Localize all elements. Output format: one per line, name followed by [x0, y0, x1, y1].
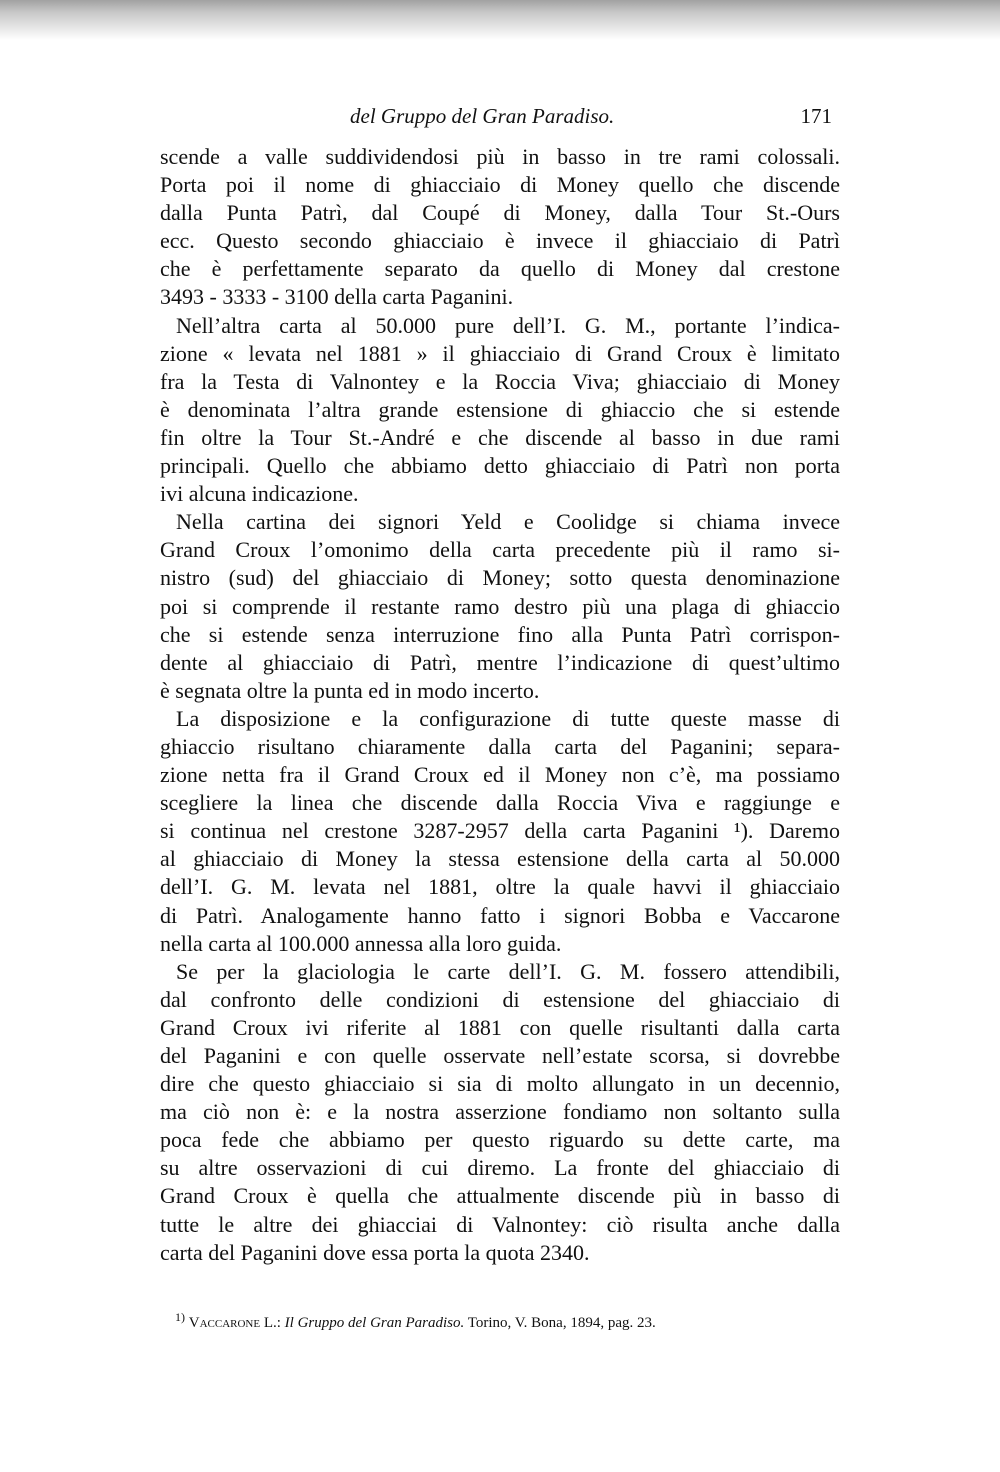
- paragraph: [160, 508, 840, 705]
- paragraph: [160, 958, 840, 1267]
- paragraph: [160, 705, 840, 958]
- text-line: è segnata oltre la punta ed in modo incerto.: [160, 677, 540, 703]
- text-line: principali. Quello che abbiamo detto ghiacciaio di Patrì non porta: [160, 453, 840, 479]
- text-line: fin oltre la Tour St.-André e che discende al basso in due rami: [160, 424, 840, 450]
- text-line: dire che questo ghiacciaio si sia di molto allungato in un decennio,: [160, 1071, 840, 1097]
- text-line: Grand Croux ivi riferite al 1881 con quelle risultanti dalla carta: [160, 1014, 840, 1040]
- text-line: che si estende senza interruzione fino alla Punta Patrì corrispon-: [160, 621, 840, 647]
- page-number: 171: [800, 104, 832, 128]
- text-line: è denominata l’altra grande estensione di ghiaccio che si estende: [160, 396, 840, 422]
- text-line: La disposizione e la configurazione di tutte queste masse di: [176, 705, 840, 731]
- text-line: ecc. Questo secondo ghiacciaio è invece il ghiacciaio di Patrì: [160, 228, 840, 254]
- text-line: zione netta fra il Grand Croux ed il Money non c’è, ma possiamo: [160, 762, 840, 788]
- text-line: ivi alcuna indicazione.: [160, 481, 359, 507]
- text-line: ghiaccio risultano chiaramente dalla carta del Paganini; separa-: [160, 733, 840, 759]
- text-line: dalla Punta Patrì, dal Coupé di Money, dalla Tour St.-Ours: [160, 200, 840, 226]
- text-line: zione « levata nel 1881 » il ghiacciaio di Grand Croux è limitato: [160, 340, 840, 366]
- text-line: dente al ghiacciaio di Patrì, mentre l’indicazione di quest’ultimo: [160, 649, 840, 675]
- text-line: fra la Testa di Valnontey e la Roccia Viva; ghiacciaio di Money: [160, 368, 840, 394]
- paragraph: [160, 312, 840, 509]
- text-line: di Patrì. Analogamente hanno fatto i signori Bobba e Vaccarone: [160, 902, 840, 928]
- text-line: tutte le altre dei ghiacciai di Valnontey: ciò risulta anche dalla: [160, 1211, 840, 1237]
- text-line: su altre osservazioni di cui diremo. La fronte del ghiacciaio di: [160, 1155, 840, 1181]
- text-line: scegliere la linea che discende dalla Roccia Viva e raggiunge e: [160, 790, 840, 816]
- footnote-marker: 1): [175, 1310, 185, 1324]
- text-line: 3493 - 3333 - 3100 della carta Paganini.: [160, 284, 514, 310]
- text-line: Porta poi il nome di ghiacciaio di Money quello che discende: [160, 172, 840, 198]
- text-line: carta del Paganini dove essa porta la quota 2340.: [160, 1239, 590, 1265]
- text-line: ma ciò non è: e la nostra asserzione fondiamo non soltanto sulla: [160, 1099, 840, 1125]
- text-line: dal confronto delle condizioni di estensione del ghiacciaio di: [160, 986, 840, 1012]
- footnote: [175, 1310, 656, 1332]
- text-line: Se per la glaciologia le carte dell’I. G. M. fossero attendibili,: [176, 958, 840, 984]
- page-header: [160, 104, 840, 132]
- text-line: nella carta al 100.000 annessa alla loro guida.: [160, 930, 562, 956]
- footnote-author: Vaccarone L.:: [188, 1315, 281, 1331]
- text-line: scende a valle suddividendosi più in basso in tre rami colossali.: [160, 144, 840, 169]
- text-line: nistro (sud) del ghiacciaio di Money; sotto questa denominazione: [160, 565, 840, 591]
- text-line: si continua nel crestone 3287-2957 della carta Paganini ¹). Daremo: [160, 818, 840, 844]
- text-line: Grand Croux l’omonimo della carta precedente più il ramo si-: [160, 537, 840, 563]
- running-title: del Gruppo del Gran Paradiso.: [350, 104, 615, 128]
- text-line: del Paganini e con quelle osservate nell’estate scorsa, si dovrebbe: [160, 1043, 840, 1068]
- paragraph: [160, 143, 840, 312]
- text-line: dell’I. G. M. levata nel 1881, oltre la quale havvi il ghiacciaio: [160, 874, 840, 900]
- footnote-title: Il Gruppo del Gran Paradiso.: [284, 1315, 465, 1331]
- body-text: [160, 143, 840, 1267]
- text-line: poi si comprende il restante ramo destro più una plaga di ghiaccio: [160, 593, 840, 619]
- text-line: Nella cartina dei signori Yeld e Coolidge si chiama invece: [176, 509, 840, 535]
- footnote-publication: Torino, V. Bona, 1894, pag. 23.: [467, 1315, 656, 1331]
- scan-edge-shadow: [0, 0, 1000, 40]
- text-line: poca fede che abbiamo per questo riguardo su dette carte, ma: [160, 1127, 840, 1153]
- text-line: Nell’altra carta al 50.000 pure dell’I. G. M., portante l’indica-: [176, 312, 840, 338]
- text-line: Grand Croux è quella che attualmente discende più in basso di: [160, 1183, 840, 1209]
- text-line: che è perfettamente separato da quello di Money dal crestone: [160, 256, 840, 282]
- text-line: al ghiacciaio di Money la stessa estensione della carta al 50.000: [160, 846, 840, 872]
